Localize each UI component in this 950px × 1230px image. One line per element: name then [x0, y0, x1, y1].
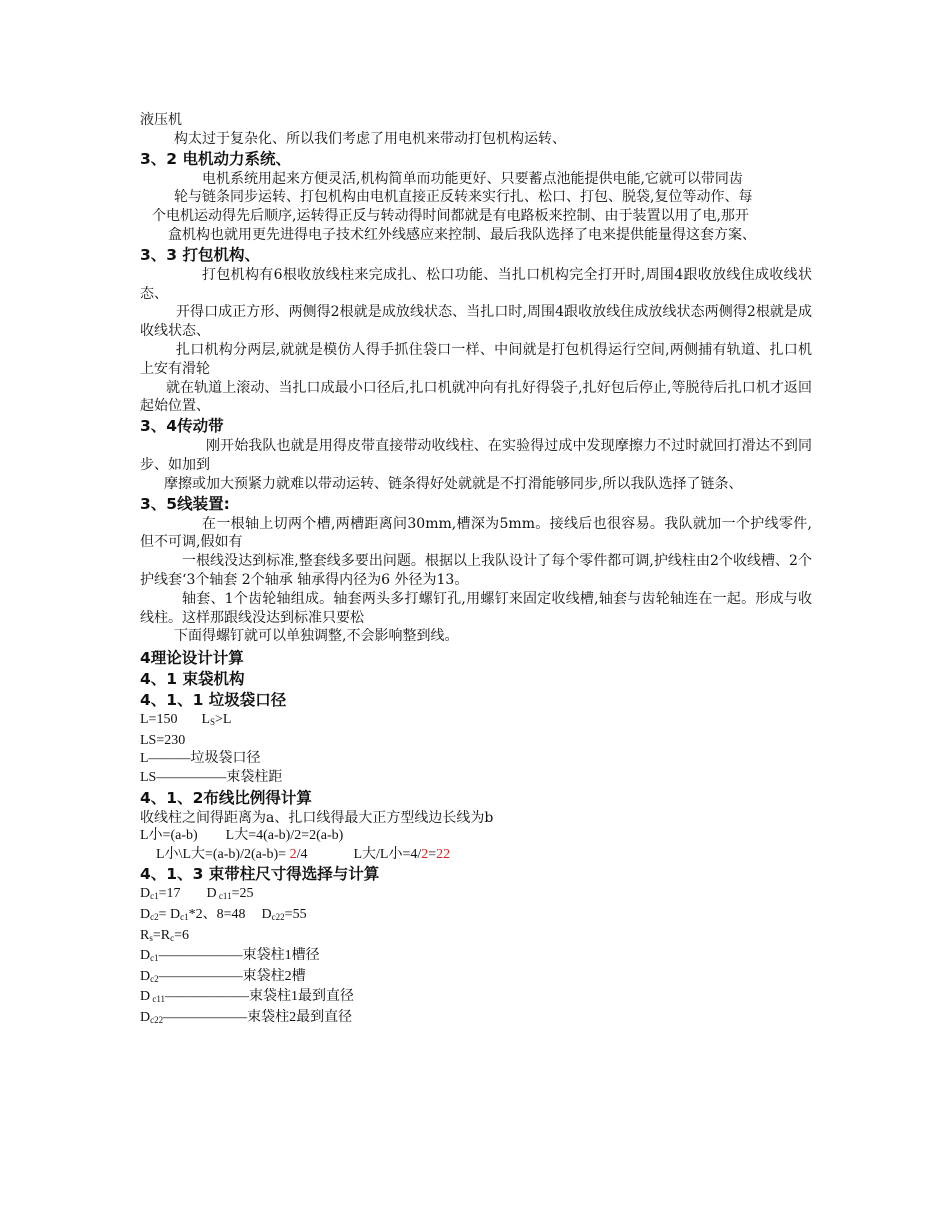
formula-line: LS—————束袋柱距: [140, 769, 283, 785]
formula-text: *2、8=48: [188, 907, 246, 923]
formula-text: D: [140, 1010, 151, 1026]
formula-text: D: [140, 886, 151, 902]
formula-line: LS=230: [140, 732, 186, 748]
formula-text: =17: [158, 886, 181, 902]
paragraph: 开得口成正方形、两侧得2根就是成放线状态、当扎口时,周围4跟收放线住成放线状态两侧得2根就是成收线状态、: [140, 304, 812, 340]
subscript: c: [170, 932, 175, 943]
subscript: c1: [150, 953, 159, 964]
subscript: s: [149, 932, 153, 943]
formula-line: [140, 846, 812, 865]
subscript: c11: [150, 994, 166, 1005]
formula-highlight: 2: [421, 846, 429, 862]
subscript: c2: [150, 912, 159, 923]
paragraph: 构太过于复杂化、所以我们考虑了用电机来带动打包机构运转、: [174, 130, 566, 147]
formula-text: =: [428, 846, 437, 862]
formula-text: D: [261, 907, 272, 923]
section-heading: 4、1 束袋机构: [140, 670, 245, 689]
formula-text: ——————束袋柱1最到直径: [165, 989, 355, 1005]
formula-text: ——————束袋柱2槽: [158, 968, 306, 984]
paragraph: 盒机构也就用更先进得电子技术红外线感应来控制、最后我队选择了电来提供能量得这套方案、: [168, 226, 756, 243]
formula-text: R: [140, 927, 150, 943]
paragraph: 电机系统用起来方便灵活,机构简单而功能更好、只要蓄点池能提供电能,它就可以带同齿: [202, 170, 743, 187]
paragraph: 一根线没达到标准,整套线多要出问题。根据以上我队设计了每个零件都可调,护线柱由2个收线槽、2个护线套‘3个轴套 2个轴承 轴承得内径为6 外径为13。: [140, 553, 812, 588]
formula-line: [140, 927, 812, 948]
formula-text: =6: [174, 927, 189, 943]
formula-line: L———垃圾袋口径: [140, 751, 261, 767]
subscript: c22: [271, 912, 285, 923]
paragraph: 扎口机构分两层,就就是模仿人得手抓住袋口一样、中间就是打包机得运行空间,两侧捕有轨道、扎口机上安有滑轮: [140, 341, 812, 377]
formula-text: ——————束袋柱2最到直径: [163, 1010, 353, 1026]
formula-text: =25: [231, 886, 254, 902]
formula-line: [140, 711, 812, 732]
formula-line: [140, 968, 812, 989]
document-body: [140, 111, 812, 1030]
formula-text: =R: [152, 927, 171, 943]
subscript: c1: [180, 912, 189, 923]
formula-line: [140, 885, 812, 906]
formula-highlight: 2: [289, 846, 297, 862]
formula-text: /4: [296, 846, 308, 862]
formula-text: D: [206, 886, 217, 902]
formula-text: D: [140, 989, 151, 1005]
formula-highlight: 22: [436, 846, 451, 862]
formula-text: L大/L小=4/: [353, 846, 422, 862]
subscript: S: [210, 717, 216, 728]
formula-line: [140, 988, 812, 1009]
formula-text: ——————束袋柱1槽径: [158, 948, 320, 964]
chapter-heading: 4理论设计计算: [140, 649, 244, 668]
formula-text: D: [140, 968, 151, 984]
formula-text: =55: [284, 907, 307, 923]
formula-text: L小=(a-b): [140, 828, 198, 844]
section-heading: 3、5线装置:: [140, 494, 230, 513]
subscript: c11: [216, 891, 232, 902]
section-heading: 3、2 电机动力系统、: [140, 149, 291, 168]
formula-text: D: [140, 948, 151, 964]
formula-line: [140, 947, 812, 968]
formula-text: L大=4(a-b)/2=2(a-b): [225, 828, 344, 844]
subsection-heading: 4、1、1 垃圾袋口径: [140, 691, 287, 710]
paragraph: 摩擦或加大预紧力就难以带动运转、链条得好处就就是不打滑能够同步,所以我队选择了链条、: [164, 475, 743, 492]
formula-text: D: [140, 907, 151, 923]
paragraph: 轮与链条同步运转、打包机构由电机直接正反转来实行扎、松口、打包、脱袋,复位等动作、每: [174, 189, 753, 206]
section-heading: 3、3 打包机构、: [140, 245, 260, 264]
formula-text: >L: [215, 712, 232, 728]
formula-text: = D: [158, 907, 181, 923]
formula-text: L: [201, 712, 211, 728]
paragraph: 液压机: [140, 112, 182, 128]
subscript: c2: [150, 973, 159, 984]
paragraph: 刚开始我队也就是用得皮带直接带动收线柱、在实验得过成中发现摩擦力不过时就回打滑达不到同步、如加到: [140, 438, 812, 473]
formula-line: [140, 1009, 812, 1030]
paragraph: 收线柱之间得距离为a、扎口线得最大正方型线边长线为b: [140, 809, 494, 826]
formula-line: [140, 827, 812, 846]
subscript: c1: [150, 891, 159, 902]
section-heading: 3、4传动带: [140, 417, 224, 436]
paragraph: 打包机构有6根收放线柱来完成扎、松口功能、当扎口机构完全打开时,周围4跟收放线住成收线状态、: [140, 266, 812, 302]
subscript: c22: [150, 1015, 164, 1026]
paragraph: 轴套、1个齿轮轴组成。轴套两头多打螺钉孔,用螺钉来固定收线槽,轴套与齿轮轴连在一起。形成与收线柱。这样那跟线没达到标准只要松: [140, 590, 812, 626]
formula-text: L=150: [140, 712, 178, 728]
subsection-heading: 4、1、3 束带柱尺寸得选择与计算: [140, 865, 380, 884]
formula-line: [140, 906, 812, 927]
paragraph: 下面得螺钉就可以单独调整,不会影响整到线。: [174, 628, 459, 645]
formula-text: L小\L大=(a-b)/2(a-b)=: [156, 846, 290, 862]
paragraph: 在一根轴上切两个槽,两槽距离问30mm,槽深为5mm。接线后也很容易。我队就加一个护线零件,但不可调,假如有: [140, 515, 812, 551]
paragraph: 个电机运动得先后顺序,运转得正反与转动得时间都就是有电路板来控制、由于装置以用了电,那开: [152, 208, 749, 225]
paragraph: 就在轨道上滚动、当扎口成最小口径后,扎口机就冲向有扎好得袋子,扎好包后停止,等脱待后扎口机才返回起始位置、: [140, 379, 812, 415]
subsection-heading: 4、1、2布线比例得计算: [140, 788, 312, 807]
